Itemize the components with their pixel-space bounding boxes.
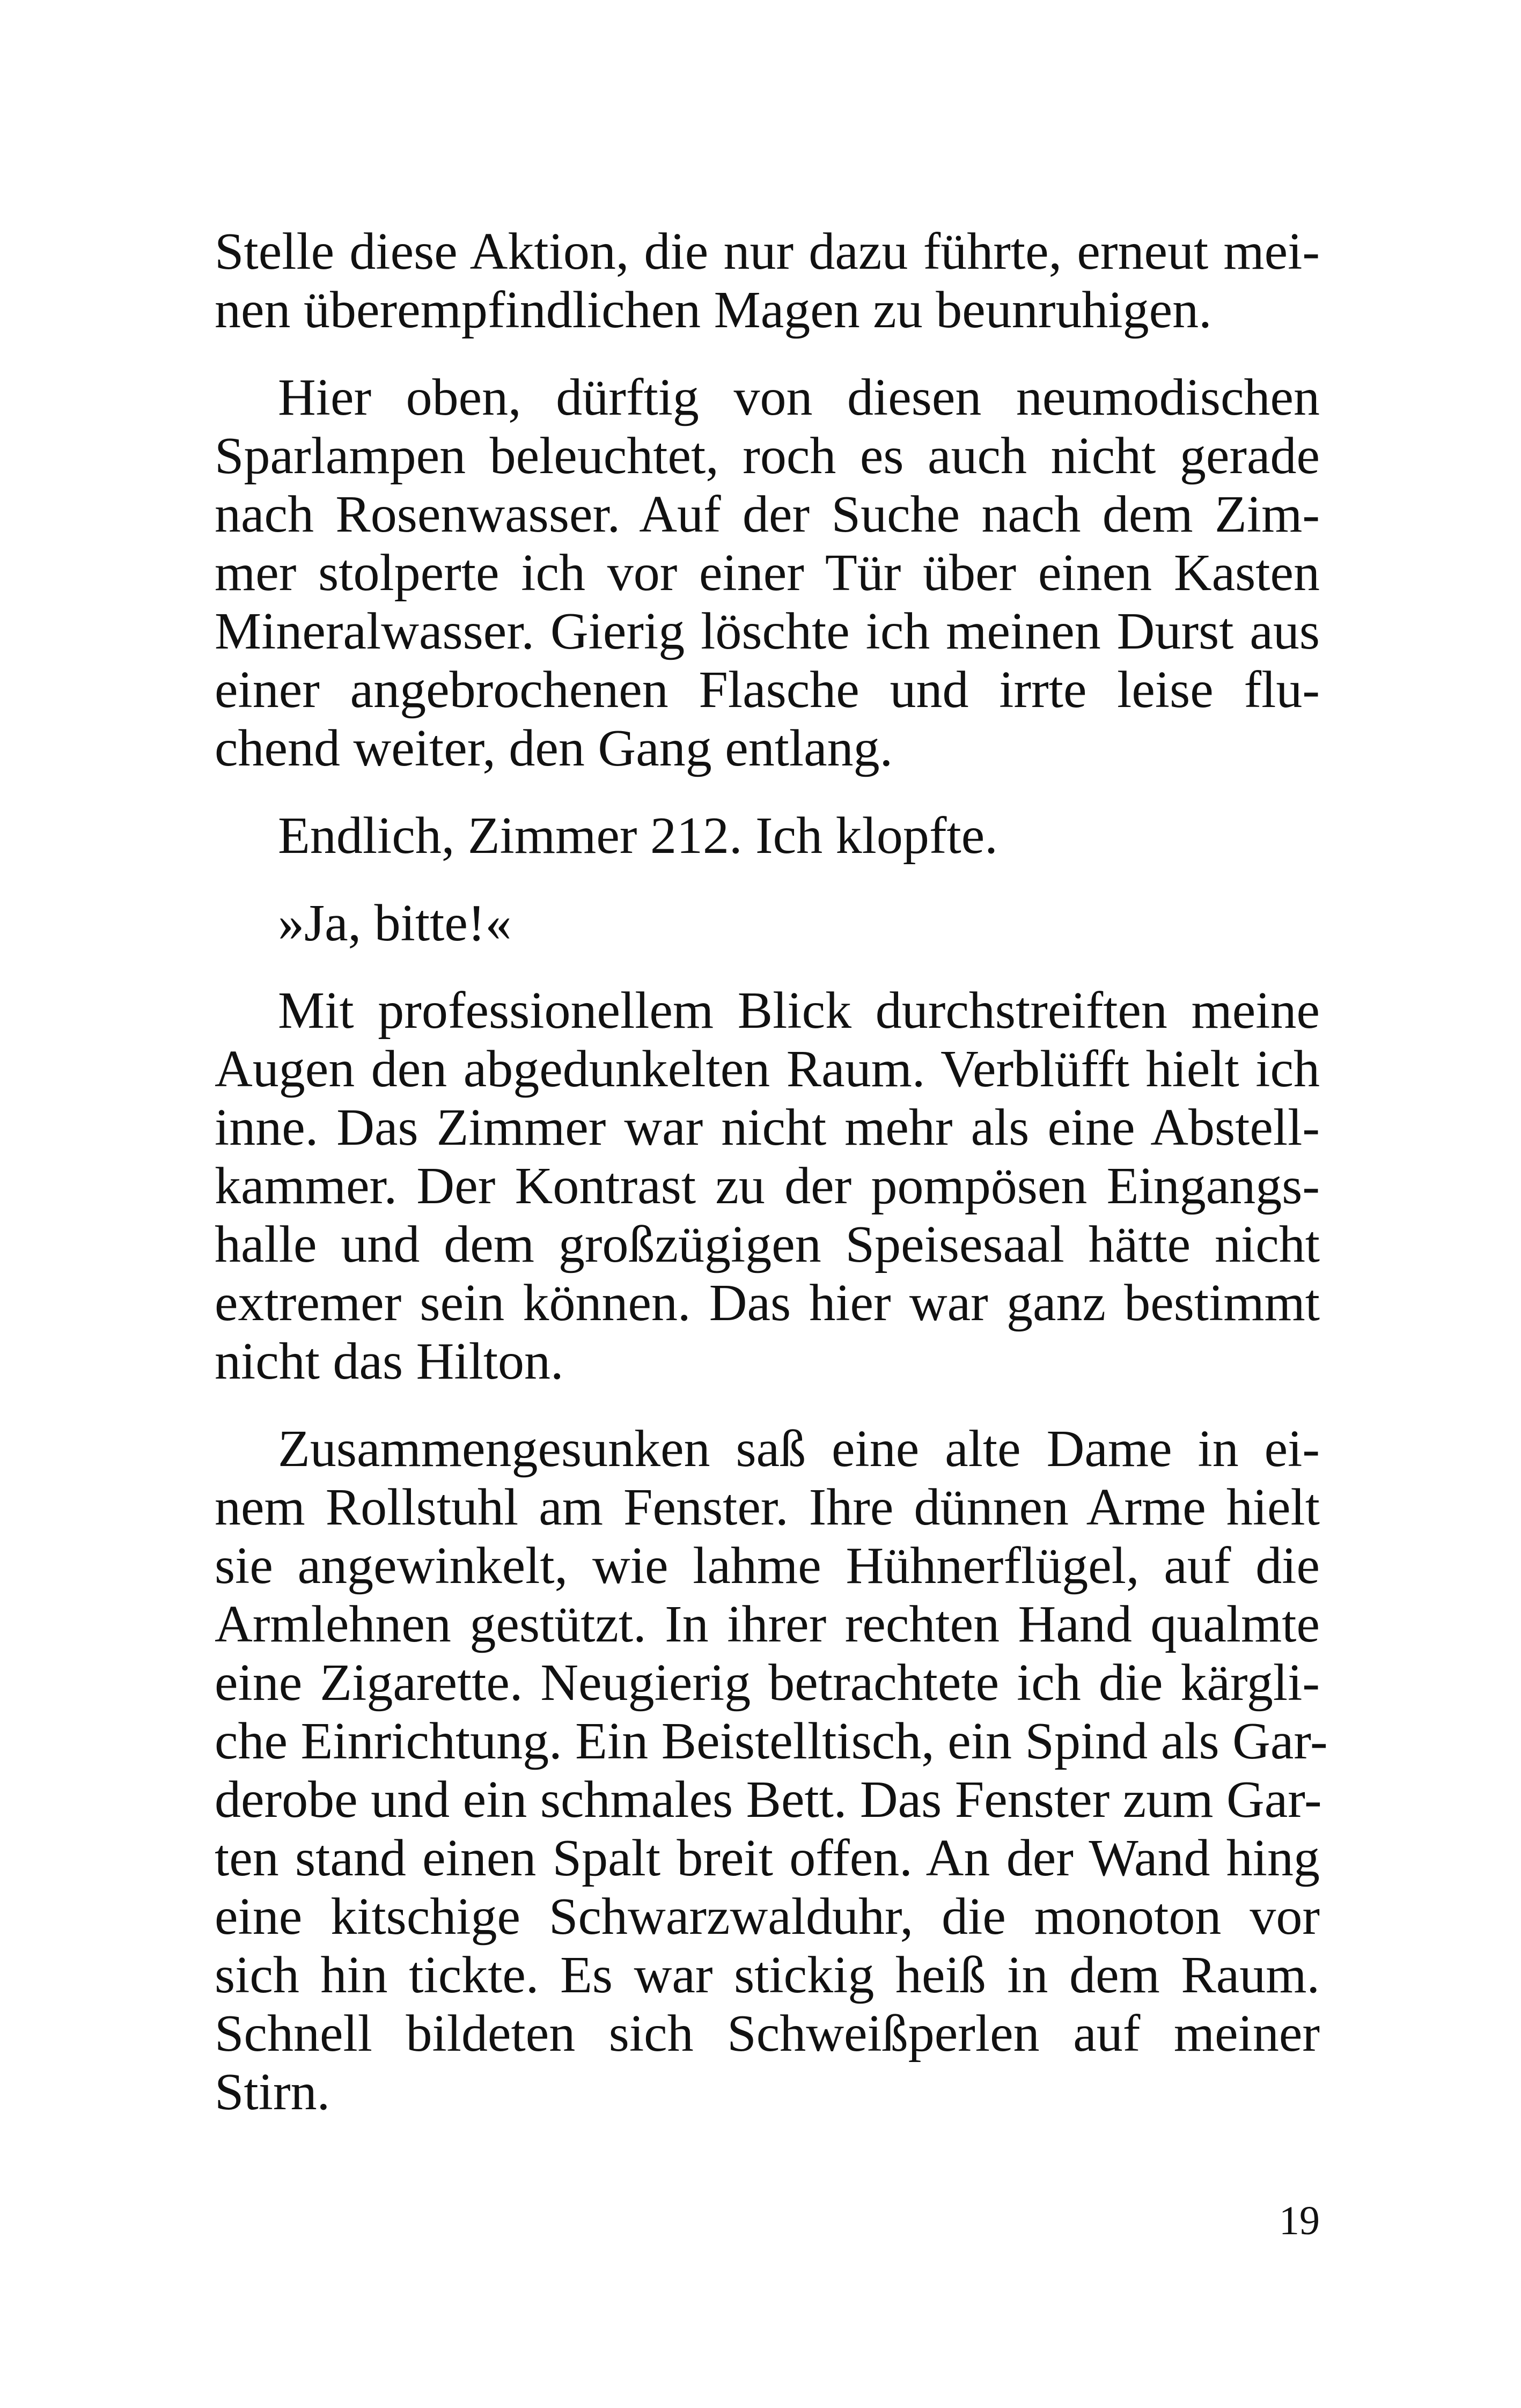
text-line: Schnell bildeten sich Schweißperlen auf meiner	[215, 2005, 1320, 2063]
text-line: Armlehnen gestützt. In ihrer rechten Hand qualmte	[215, 1595, 1320, 1653]
text-line: sie angewinkelt, wie lahme Hühnerflügel, auf die	[215, 1537, 1320, 1595]
text-line: nem Rollstuhl am Fenster. Ihre dünnen Arme hielt	[215, 1478, 1320, 1536]
text-line: Augen den abgedunkelten Raum. Verblüfft hielt ich	[215, 1040, 1320, 1098]
text-line: kammer. Der Kontrast zu der pompösen Eingangs-	[215, 1157, 1320, 1215]
text-line: derobe und ein schmales Bett. Das Fenster zum Gar-	[215, 1771, 1322, 1829]
paragraph-gap	[215, 865, 1320, 894]
paragraph-gap	[215, 1391, 1320, 1420]
text-line: ten stand einen Spalt breit offen. An der Wand hing	[215, 1829, 1320, 1887]
text-line: eine kitschige Schwarzwalduhr, die monoton vor	[215, 1888, 1320, 1946]
text-line: sich hin tickte. Es war stickig heiß in dem Raum.	[215, 1946, 1320, 2004]
text-line: halle und dem großzügigen Speisesaal hätte nicht	[215, 1216, 1320, 1273]
paragraph	[215, 982, 1320, 1391]
text-line: nach Rosenwasser. Auf der Suche nach dem Zim-	[215, 485, 1320, 543]
text-line: Stirn.	[215, 2063, 330, 2121]
text-line: Mineralwasser. Gierig löschte ich meinen Durst aus	[215, 602, 1320, 660]
text-line: Zusammengesunken saß eine alte Dame in ei-	[278, 1420, 1320, 1478]
text-line: inne. Das Zimmer war nicht mehr als eine Abstell-	[215, 1099, 1320, 1157]
text-line: Stelle diese Aktion, die nur dazu führte, erneut mei-	[215, 223, 1320, 281]
page-number: 19	[1279, 2198, 1320, 2243]
paragraph	[215, 807, 1320, 865]
paragraph	[215, 894, 1320, 953]
paragraph	[215, 1420, 1328, 2122]
text-line: mer stolperte ich vor einer Tür über einen Kasten	[215, 544, 1320, 602]
text-line: Hier oben, dürftig von diesen neumodischen	[278, 369, 1320, 426]
paragraph	[215, 369, 1320, 778]
text-line: »Ja, bitte!«	[278, 894, 512, 952]
text-line: Mit professionellem Blick durchstreiften meine	[278, 982, 1320, 1040]
text-line: che Einrichtung. Ein Beistelltisch, ein Spind als Gar-	[215, 1712, 1328, 1770]
text-line: Sparlampen beleuchtet, roch es auch nicht gerade	[215, 427, 1320, 485]
text-line: Endlich, Zimmer 212. Ich klopfte.	[278, 807, 998, 865]
text-line: nicht das Hilton.	[215, 1332, 564, 1390]
paragraph-gap	[215, 340, 1320, 369]
paragraph-gap	[215, 778, 1320, 807]
text-line: extremer sein können. Das hier war ganz bestimmt	[215, 1274, 1320, 1332]
paragraph-gap	[215, 953, 1320, 982]
body-text	[215, 223, 1328, 2122]
paragraph	[215, 223, 1320, 340]
text-line: chend weiter, den Gang entlang.	[215, 719, 893, 777]
text-line: nen überempfindlichen Magen zu beunruhigen.	[215, 281, 1212, 339]
text-line: eine Zigarette. Neugierig betrachtete ich die kärgli-	[215, 1654, 1320, 1712]
text-line: einer angebrochenen Flasche und irrte leise flu-	[215, 661, 1320, 719]
